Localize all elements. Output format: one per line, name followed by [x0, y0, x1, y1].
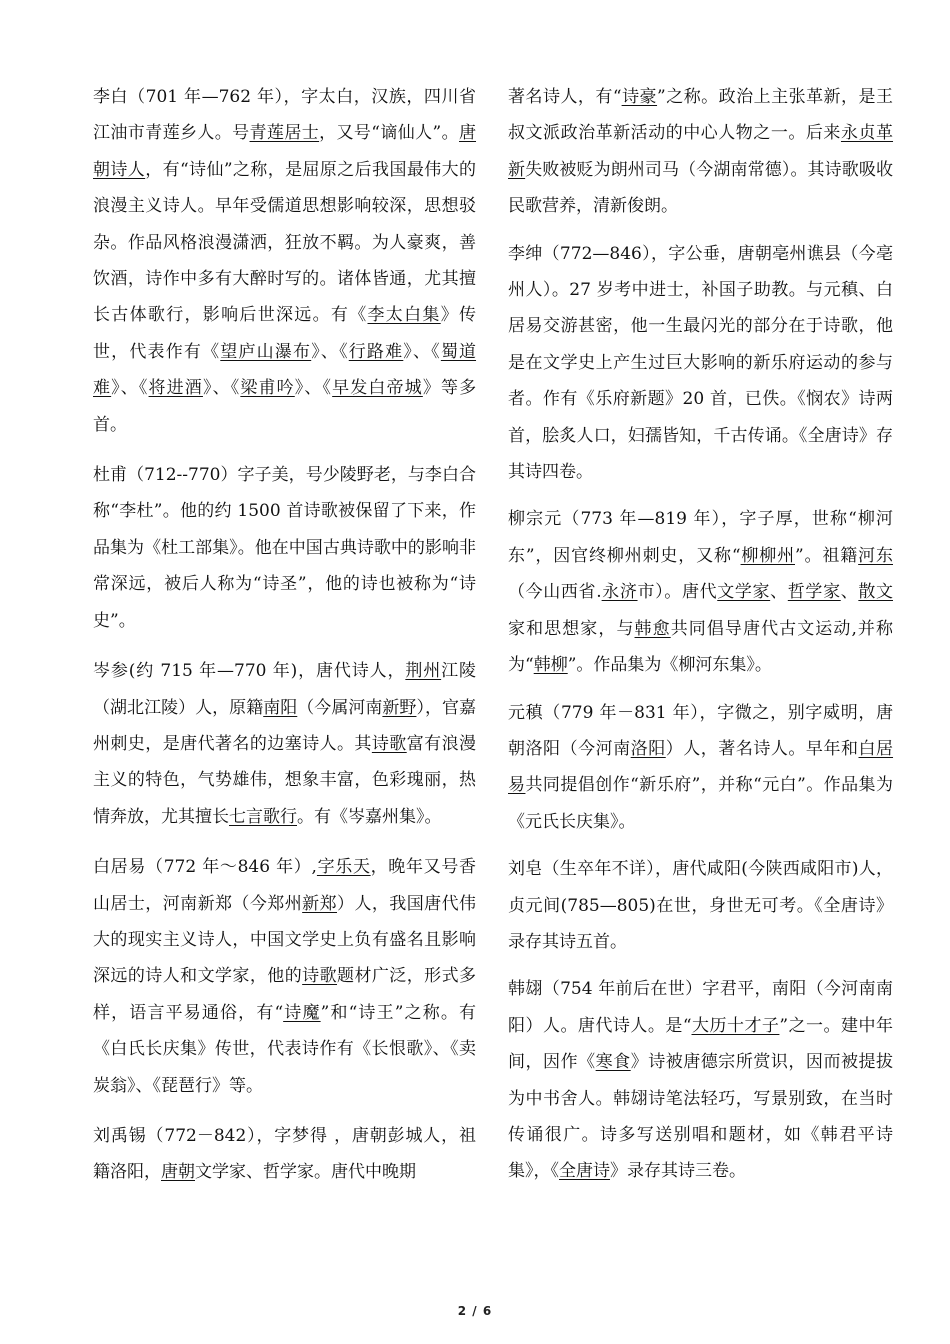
- paragraph-cen-shen: [93, 653, 476, 835]
- paragraph-yuan-zhen: [508, 695, 893, 841]
- paragraph-liu-zongyuan: [508, 501, 893, 683]
- text-run: 李绅（772—846），字公垂，唐朝亳州谯县（今亳州人）。27 岁考中进士，补国子助教。与元稹、白居易交游甚密，他一生最闪光的部分在于诗歌，他是在文学史上产生过巨大影响的新乐府运动的参与者。作有《乐府新题》20 首，已佚。《悯农》诗两首，脍炙人口，妇孺皆知，千古传诵。《全唐诗》存其诗四卷。: [508, 243, 893, 483]
- text-run: ”和“诗王”之称。有《白氏长庆集》传世，代表诗作有《长恨歌》、《卖炭翁》、《琵琶行》等。: [93, 1002, 476, 1096]
- term-link[interactable]: 诗魔: [283, 1002, 321, 1023]
- term-link[interactable]: 李太白集: [367, 305, 441, 326]
- text-run: ），官嘉州刺史，是唐代著名的边塞诗人。其: [93, 697, 477, 754]
- term-link[interactable]: 白居易: [508, 738, 894, 796]
- text-run: ，有“诗仙”之称，是屈原之后我国最伟大的浪漫主义诗人。早年受儒道思想影响较深，思想驳杂。作品风格浪漫潇洒，狂放不羁。为人豪爽，善饮酒，诗作中多有大醉时写的。诸体皆通，尤其擅长古体歌行，影响后世深远。有《: [93, 159, 477, 326]
- text-run: ”之一。建中年间，因作《: [508, 1015, 893, 1073]
- term-link[interactable]: 大历十才子: [691, 1015, 780, 1036]
- paragraph-bai-juyi: [93, 849, 476, 1104]
- text-run: 》、《: [403, 341, 441, 362]
- paragraph-han-hong: [508, 971, 893, 1189]
- text-run: （今山西省.: [508, 582, 602, 603]
- page-number: 2 / 6: [457, 1304, 493, 1318]
- term-link[interactable]: 青莲居士: [249, 123, 320, 144]
- term-link[interactable]: 新野: [382, 697, 417, 718]
- text-run: （今属河南: [297, 697, 383, 718]
- term-link[interactable]: 寒食: [595, 1052, 631, 1073]
- term-link[interactable]: 行路难: [348, 341, 404, 362]
- text-run: 韩翃（754 年前后在世）字君平，南阳（今河南南阳）人。唐代诗人。是“: [508, 979, 893, 1036]
- term-link[interactable]: 诗歌: [302, 966, 338, 987]
- text-run: 》传世，代表作有《: [93, 305, 477, 362]
- text-run: 杜甫（712--770）字子美，号少陵野老，与李白合称“李杜”。他的约 1500 首诗歌被保留了下来，作品集为《杜工部集》。他在中国古典诗歌中的影响非常深远，被后人称为“诗圣”，他的诗也被称为“诗史”。: [93, 465, 476, 631]
- text-run: 李白（701 年—762 年），字太白，汉族，四川省江油市青莲乡人。号: [93, 87, 476, 144]
- term-link[interactable]: 永贞革新: [508, 123, 894, 180]
- text-run: 江陵（湖北江陵）人，原籍: [93, 661, 476, 718]
- text-run: ）人，我国唐代伟大的现实主义诗人，中国文学史上负有盛名且影响深远的诗人和文学家，他的: [93, 893, 477, 987]
- text-run: 》、《: [294, 378, 333, 399]
- text-run: ，又号“谪仙人”。: [319, 123, 460, 144]
- text-run: 富有浪漫主义的特色，气势雄伟，想象丰富，色彩瑰丽，热情奔放，尤其擅长: [93, 733, 477, 827]
- text-run: 》录存其诗三卷。: [610, 1161, 746, 1182]
- term-link[interactable]: 南阳: [263, 697, 298, 718]
- text-run: 》诗被唐德宗所赏识，因而被提拔为中书舍人。韩翃诗笔法轻巧，写景别致，在当时传诵很广。诗多写送别唱和题材，如《韩君平诗集》，《: [508, 1052, 894, 1182]
- term-link[interactable]: 七言歌行: [229, 806, 297, 827]
- paragraph-liu-yuxi-continued: [508, 79, 893, 225]
- term-link[interactable]: 河东: [858, 545, 893, 566]
- term-link[interactable]: 唐朝诗人: [93, 123, 477, 180]
- term-link[interactable]: 蜀道难: [93, 341, 477, 399]
- text-run: ”。祖籍: [795, 545, 859, 566]
- text-run: 、: [840, 582, 859, 603]
- term-link[interactable]: 诗豪: [621, 87, 658, 107]
- text-run: 》等多首。: [93, 378, 477, 435]
- paragraph-liu-yuxi: [93, 1118, 476, 1191]
- text-run: 共同倡导唐代古文运动,并称为“: [508, 618, 894, 676]
- text-run: ”。作品集为《柳河东集》。: [567, 655, 772, 676]
- term-link[interactable]: 韩柳: [533, 655, 568, 676]
- text-run: 柳宗元（773 年—819 年），字子厚，世称“柳河东”，因官终柳州刺史，又称“: [508, 509, 893, 566]
- text-run: 刘皂（生卒年不详），唐代咸阳(今陕西咸阳市)人，贞元间(785—805)在世，身世无可考。《全唐诗》录存其诗五首。: [508, 859, 893, 952]
- term-link[interactable]: 荆州: [405, 661, 442, 682]
- text-run: 、: [770, 582, 788, 603]
- text-run: 题材广泛，形式多样，语言平易通俗，有“: [93, 966, 477, 1023]
- paragraph-du-fu: [93, 457, 476, 639]
- paragraph-li-bai: [93, 79, 476, 443]
- text-run: 家和思想家，与: [508, 618, 635, 639]
- term-link[interactable]: 洛阳: [630, 738, 666, 759]
- text-run: 著名诗人，有“: [508, 87, 622, 107]
- term-link[interactable]: 文学家: [717, 582, 771, 603]
- term-link[interactable]: 将进酒: [148, 378, 203, 399]
- term-link[interactable]: 全唐诗: [559, 1161, 610, 1182]
- text-run: ”之称。政治上主张革新，是王叔文派政治革新活动的中心人物之一。后来: [508, 87, 893, 144]
- text-run: 岑参(约 715 年—770 年)，唐代诗人，: [93, 661, 406, 682]
- text-run: 市）。唐代: [637, 582, 718, 603]
- text-run: 文学家、哲学家。唐代中晚期: [195, 1162, 416, 1183]
- term-link[interactable]: 韩愈: [634, 618, 671, 639]
- text-run: 》、《: [202, 378, 241, 399]
- text-run: ）人，著名诗人。早年和: [665, 738, 859, 759]
- term-link[interactable]: 早发白帝城: [332, 378, 423, 399]
- text-run: 刘禹锡（772－842），字梦得 ，唐朝彭城人，祖籍洛阳，: [93, 1125, 476, 1183]
- term-link[interactable]: 梁甫吟: [240, 378, 295, 399]
- paragraph-li-shen: [508, 236, 893, 491]
- text-run: 元稹（779 年－831 年），字微之，别字威明，唐朝洛阳（今河南: [508, 702, 893, 759]
- text-run: 》、《: [311, 341, 349, 362]
- left-column: [93, 79, 476, 1205]
- text-run: 失败被贬为朗州司马（今湖南常德）。其诗歌吸收民歌营养，清新俊朗。: [508, 159, 894, 217]
- term-link[interactable]: 诗歌: [371, 733, 407, 754]
- text-run: 。有《岑嘉州集》。: [297, 806, 442, 827]
- term-link[interactable]: 永济: [601, 582, 638, 603]
- term-link[interactable]: 柳柳州: [740, 545, 795, 566]
- term-link[interactable]: 新郑: [302, 893, 338, 914]
- text-run: 白居易（772 年～846 年）,: [93, 857, 317, 878]
- text-run: 共同提倡创作“新乐府”，并称“元白”。作品集为《元氏长庆集》。: [508, 775, 894, 832]
- term-link[interactable]: 唐朝: [161, 1162, 195, 1183]
- term-link[interactable]: 望庐山瀑布: [220, 341, 312, 362]
- text-run: ，晚年又号香山居士，河南新郑（今郑州: [93, 857, 477, 914]
- term-link[interactable]: 字乐天: [316, 857, 371, 878]
- term-link[interactable]: 哲学家: [787, 582, 841, 603]
- term-link[interactable]: 散文: [858, 582, 893, 603]
- paragraph-liu-zao: [508, 851, 893, 960]
- text-run: 》、《: [111, 378, 149, 399]
- right-column: [508, 79, 893, 1201]
